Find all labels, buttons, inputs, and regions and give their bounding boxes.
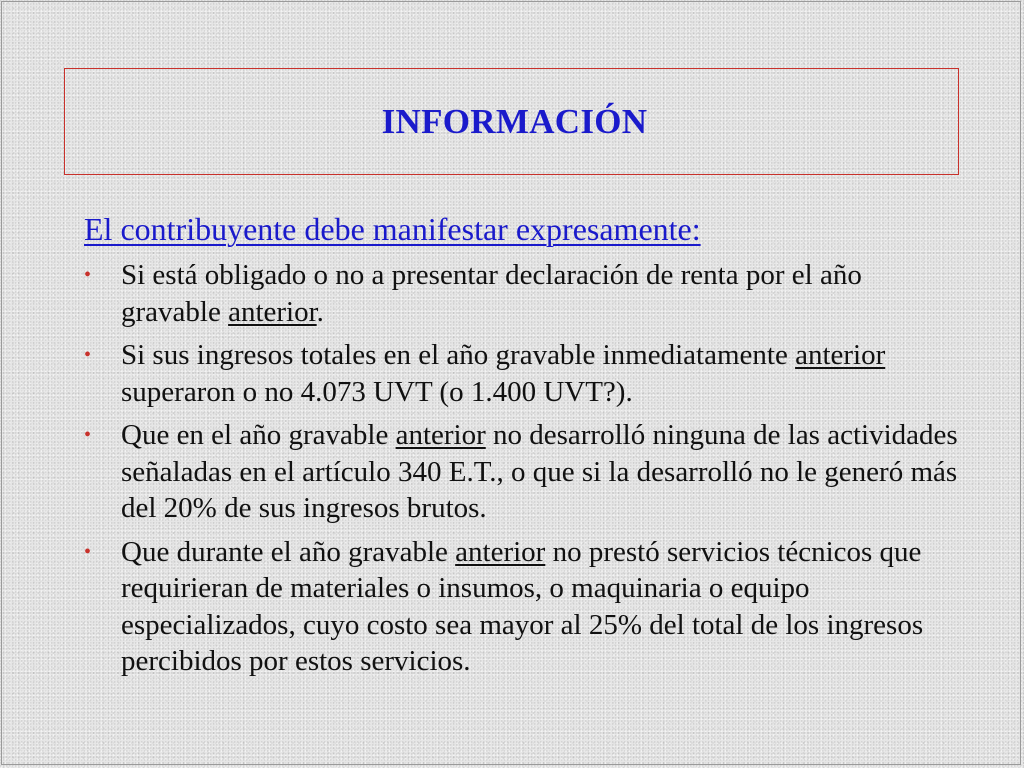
bullet-text-start: Que durante el año gravable: [121, 535, 456, 568]
bullet-text-start: Si sus ingresos totales en el año gravable inmediatamente: [121, 339, 796, 371]
bullet-text-end: no prestó servicios técnicos que requirieran de materiales o insumos, o maquinaria o equipo especializados, cuyo costo sea mayor al 25% del total de los ingresos percibidos por estos servicios.: [121, 535, 924, 677]
bullet-text-start: Que en el año gravable: [121, 419, 396, 451]
bullet-item-4: [84, 534, 964, 680]
bullet-text-start: Si está obligado o no a presentar declaración de renta por el año gravable: [121, 259, 862, 328]
bullet-text-end: .: [316, 295, 324, 328]
underlined-word: anterior: [395, 419, 486, 451]
bullet-item-2: [84, 337, 964, 410]
underlined-word: anterior: [455, 535, 546, 568]
bullet-dot-icon: •: [84, 264, 92, 286]
underlined-word: anterior: [795, 339, 886, 371]
bullet-item-1: [84, 257, 964, 330]
bullet-text-end: superaron o no 4.073 UVT (o 1.400 UVT?).: [121, 375, 633, 408]
title-box: [64, 68, 959, 175]
bullet-list: [84, 257, 964, 687]
bullet-dot-icon: •: [84, 540, 92, 563]
bullet-dot-icon: •: [84, 344, 92, 366]
slide-title: INFORMACIÓN: [381, 101, 648, 141]
bullet-dot-icon: •: [84, 424, 92, 446]
bullet-text-end: no desarrolló ninguna de las actividades señaladas en el artículo 340 E.T., o que si la desarrolló no le generó más del 20% de sus ingresos brutos.: [121, 419, 958, 524]
underlined-word: anterior: [228, 295, 317, 328]
bullet-item-3: [84, 417, 964, 527]
intro-heading: El contribuyente debe manifestar expresamente:: [84, 211, 701, 247]
